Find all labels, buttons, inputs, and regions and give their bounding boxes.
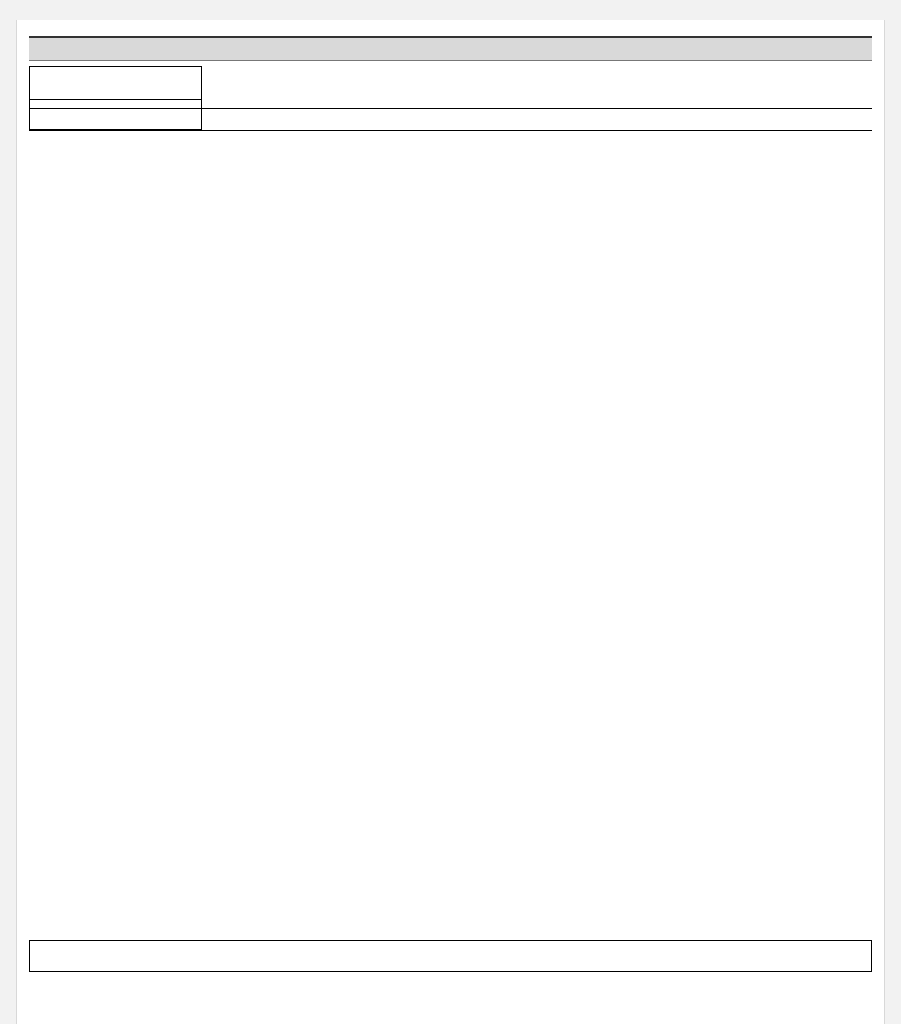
divider xyxy=(29,100,30,108)
racecard-sheet xyxy=(16,20,885,1024)
footer-box xyxy=(29,940,872,972)
divider xyxy=(201,100,202,108)
header-bar xyxy=(29,36,872,61)
race-time-box xyxy=(29,66,202,100)
header-bottom-line xyxy=(29,130,872,131)
distance-box xyxy=(29,108,202,130)
